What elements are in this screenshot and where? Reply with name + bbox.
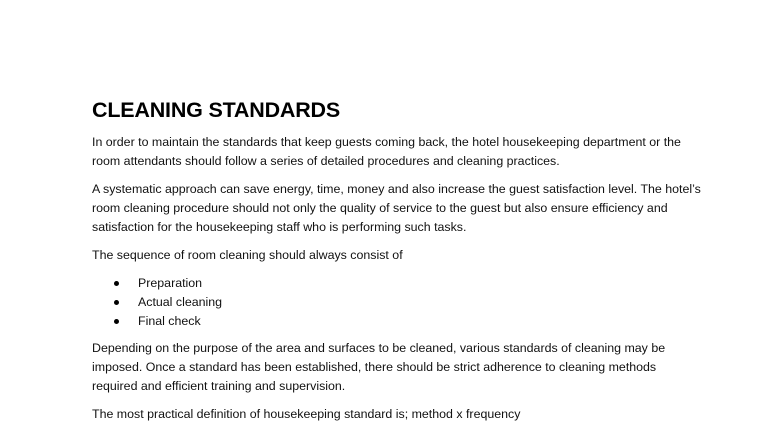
paragraph-intro: In order to maintain the standards that keep guests coming back, the hotel housekeeping department or the room attendants should follow a series of detailed procedures and cleaning practices.: [92, 135, 681, 168]
document-title: CLEANING STANDARDS: [92, 98, 341, 122]
paragraph-sequence-intro: The sequence of room cleaning should always consist of: [92, 248, 403, 262]
list-item: [92, 312, 704, 331]
list-item: [92, 274, 704, 293]
list-item-label: Actual cleaning: [138, 295, 223, 309]
paragraph-standards: Depending on the purpose of the area and surfaces to be cleaned, various standards of cleaning may be imposed. Once a standard has been established, there should be strict adherence to cleaning methods required and efficient training and supervision.: [92, 341, 666, 393]
bullet-icon: [114, 300, 119, 305]
paragraph-definition: The most practical definition of housekeeping standard is; method x frequency: [92, 407, 521, 421]
list-item-label: Final check: [138, 314, 201, 328]
list-item-label: Preparation: [138, 276, 203, 290]
bullet-icon: [114, 319, 119, 324]
paragraph-systematic-approach: A systematic approach can save energy, time, money and also increase the guest satisfaction level. The hotel’s room cleaning procedure should not only the quality of service to the guest but also ensure efficiency and satisfaction for the housekeeping staff who is performing such tasks.: [92, 182, 701, 234]
document-content: [92, 96, 704, 433]
cleaning-sequence-list: [92, 274, 704, 331]
list-item: [92, 293, 704, 312]
bullet-icon: [114, 281, 119, 286]
